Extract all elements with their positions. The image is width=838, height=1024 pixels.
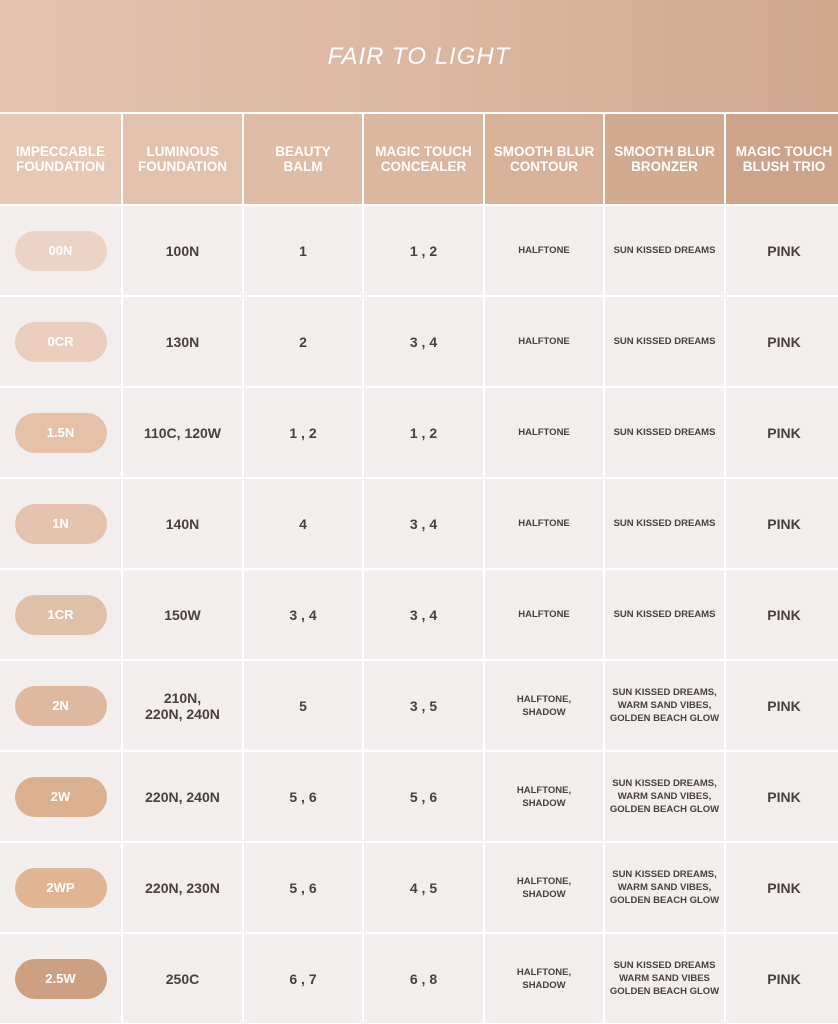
column-header-smooth-blur-contour: SMOOTH BLUR CONTOUR <box>485 114 603 204</box>
cell-impeccable-shade <box>0 661 121 750</box>
cell-bronzer <box>605 934 724 1023</box>
cell-luminous-text: 150W <box>164 606 201 623</box>
cell-impeccable-shade <box>0 570 121 659</box>
shade-swatch-pill: 1CR <box>15 595 107 635</box>
shade-match-table <box>0 114 838 1023</box>
cell-concealer-text: 5 , 6 <box>409 788 438 805</box>
cell-contour-text: HALFTONE <box>518 609 570 620</box>
column-header-smooth-blur-bronzer: SMOOTH BLUR BRONZER <box>605 114 724 204</box>
cell-beauty-balm-text: 1 <box>299 242 307 259</box>
cell-concealer-text: 1 , 2 <box>409 242 438 259</box>
cell-bronzer <box>605 388 724 477</box>
cell-concealer-text: 3 , 4 <box>409 606 438 623</box>
cell-contour-text: HALFTONE <box>518 245 570 256</box>
cell-concealer-text: 3 , 4 <box>409 515 438 532</box>
cell-impeccable-shade <box>0 934 121 1023</box>
cell-luminous <box>123 570 242 659</box>
cell-beauty-balm <box>244 752 362 841</box>
cell-luminous <box>123 752 242 841</box>
cell-beauty-balm-text: 2 <box>299 333 307 350</box>
cell-concealer <box>364 752 483 841</box>
cell-luminous-text: 130N <box>165 333 200 350</box>
cell-luminous-text: 220N, 240N <box>145 788 220 805</box>
cell-beauty-balm-text: 5 <box>299 697 307 714</box>
cell-blush-trio <box>726 752 838 841</box>
cell-bronzer <box>605 206 724 295</box>
cell-luminous-text: 140N <box>165 515 200 532</box>
cell-concealer <box>364 388 483 477</box>
cell-bronzer-text: SUN KISSED DREAMS <box>613 518 716 529</box>
cell-beauty-balm-text: 1 , 2 <box>289 424 317 441</box>
cell-contour <box>485 388 603 477</box>
cell-bronzer <box>605 661 724 750</box>
cell-luminous <box>123 661 242 750</box>
cell-blush-trio-text: PINK <box>767 970 801 987</box>
cell-blush-trio <box>726 479 838 568</box>
cell-contour-text: HALFTONE, SHADOW <box>516 784 572 809</box>
shade-swatch-pill: 2WP <box>15 868 107 908</box>
cell-beauty-balm-text: 6 , 7 <box>289 970 317 987</box>
cell-blush-trio-text: PINK <box>767 697 801 714</box>
cell-beauty-balm <box>244 843 362 932</box>
cell-luminous <box>123 388 242 477</box>
cell-beauty-balm <box>244 388 362 477</box>
cell-concealer-text: 6 , 8 <box>409 970 438 987</box>
cell-luminous-text: 100N <box>165 242 200 259</box>
column-header-luminous-foundation: LUMINOUS FOUNDATION <box>123 114 242 204</box>
cell-contour <box>485 843 603 932</box>
cell-contour <box>485 206 603 295</box>
cell-blush-trio-text: PINK <box>767 242 801 259</box>
cell-concealer <box>364 570 483 659</box>
cell-concealer <box>364 297 483 386</box>
cell-bronzer-text: SUN KISSED DREAMS <box>613 427 716 438</box>
cell-luminous <box>123 843 242 932</box>
cell-concealer <box>364 206 483 295</box>
cell-beauty-balm-text: 4 <box>299 515 307 532</box>
cell-luminous-text: 110C, 120W <box>143 424 222 441</box>
cell-blush-trio-text: PINK <box>767 879 801 896</box>
cell-impeccable-shade <box>0 843 121 932</box>
cell-beauty-balm <box>244 934 362 1023</box>
cell-luminous <box>123 206 242 295</box>
cell-blush-trio <box>726 843 838 932</box>
cell-beauty-balm <box>244 206 362 295</box>
cell-luminous-text: 220N, 230N <box>145 879 220 896</box>
shade-swatch-pill: 0CR <box>15 322 107 362</box>
cell-bronzer-text: SUN KISSED DREAMS, WARM SAND VIBES, GOLDEN BEACH GLOW <box>609 778 720 815</box>
cell-contour-text: HALFTONE, SHADOW <box>516 966 572 991</box>
cell-blush-trio-text: PINK <box>767 333 801 350</box>
cell-blush-trio <box>726 297 838 386</box>
cell-contour-text: HALFTONE, SHADOW <box>516 875 572 900</box>
cell-contour <box>485 752 603 841</box>
column-header-magic-touch-concealer: MAGIC TOUCH CONCEALER <box>364 114 483 204</box>
shade-swatch-pill: 2W <box>15 777 107 817</box>
cell-beauty-balm-text: 5 , 6 <box>289 788 317 805</box>
cell-luminous-text: 250C <box>165 970 200 987</box>
cell-blush-trio-text: PINK <box>767 515 801 532</box>
cell-bronzer-text: SUN KISSED DREAMS <box>613 245 716 256</box>
cell-bronzer <box>605 479 724 568</box>
cell-contour <box>485 479 603 568</box>
cell-blush-trio <box>726 570 838 659</box>
cell-impeccable-shade <box>0 388 121 477</box>
cell-contour <box>485 934 603 1023</box>
cell-blush-trio <box>726 206 838 295</box>
cell-blush-trio-text: PINK <box>767 606 801 623</box>
column-header-impeccable-foundation: IMPECCABLE FOUNDATION <box>0 114 121 204</box>
cell-blush-trio-text: PINK <box>767 424 801 441</box>
cell-luminous-text: 210N, 220N, 240N <box>145 689 220 722</box>
cell-beauty-balm <box>244 570 362 659</box>
cell-beauty-balm <box>244 297 362 386</box>
cell-concealer <box>364 934 483 1023</box>
cell-concealer <box>364 661 483 750</box>
cell-bronzer-text: SUN KISSED DREAMS <box>613 336 716 347</box>
banner-title: FAIR TO LIGHT <box>327 43 511 70</box>
cell-luminous <box>123 479 242 568</box>
cell-contour-text: HALFTONE <box>518 518 570 529</box>
cell-blush-trio <box>726 661 838 750</box>
cell-bronzer <box>605 570 724 659</box>
cell-impeccable-shade <box>0 752 121 841</box>
cell-contour <box>485 570 603 659</box>
cell-impeccable-shade <box>0 206 121 295</box>
cell-impeccable-shade <box>0 297 121 386</box>
shade-swatch-pill: 1N <box>15 504 107 544</box>
column-header-magic-touch-blush-trio: MAGIC TOUCH BLUSH TRIO <box>726 114 838 204</box>
column-header-beauty-balm: BEAUTY BALM <box>244 114 362 204</box>
cell-contour-text: HALFTONE <box>518 336 570 347</box>
shade-swatch-pill: 1.5N <box>15 413 107 453</box>
cell-bronzer-text: SUN KISSED DREAMS, WARM SAND VIBES, GOLDEN BEACH GLOW <box>609 687 720 724</box>
cell-bronzer-text: SUN KISSED DREAMS, WARM SAND VIBES, GOLDEN BEACH GLOW <box>609 869 720 906</box>
cell-beauty-balm-text: 3 , 4 <box>289 606 317 623</box>
cell-concealer-text: 3 , 5 <box>409 697 438 714</box>
cell-beauty-balm <box>244 661 362 750</box>
cell-contour <box>485 661 603 750</box>
cell-blush-trio-text: PINK <box>767 788 801 805</box>
cell-contour <box>485 297 603 386</box>
shade-swatch-pill: 2N <box>15 686 107 726</box>
cell-luminous <box>123 934 242 1023</box>
cell-concealer-text: 4 , 5 <box>409 879 438 896</box>
cell-bronzer <box>605 843 724 932</box>
cell-bronzer-text: SUN KISSED DREAMS WARM SAND VIBES GOLDEN BEACH GLOW <box>609 960 720 997</box>
cell-concealer-text: 3 , 4 <box>409 333 438 350</box>
cell-bronzer-text: SUN KISSED DREAMS <box>613 609 716 620</box>
cell-luminous <box>123 297 242 386</box>
cell-concealer <box>364 479 483 568</box>
cell-contour-text: HALFTONE, SHADOW <box>516 693 572 718</box>
cell-concealer-text: 1 , 2 <box>409 424 438 441</box>
shade-swatch-pill: 2.5W <box>15 959 107 999</box>
cell-impeccable-shade <box>0 479 121 568</box>
shade-swatch-pill: 00N <box>15 231 107 271</box>
cell-blush-trio <box>726 388 838 477</box>
cell-blush-trio <box>726 934 838 1023</box>
cell-contour-text: HALFTONE <box>518 427 570 438</box>
cell-beauty-balm <box>244 479 362 568</box>
cell-bronzer <box>605 297 724 386</box>
header-banner <box>0 0 838 112</box>
cell-concealer <box>364 843 483 932</box>
cell-beauty-balm-text: 5 , 6 <box>289 879 317 896</box>
cell-bronzer <box>605 752 724 841</box>
